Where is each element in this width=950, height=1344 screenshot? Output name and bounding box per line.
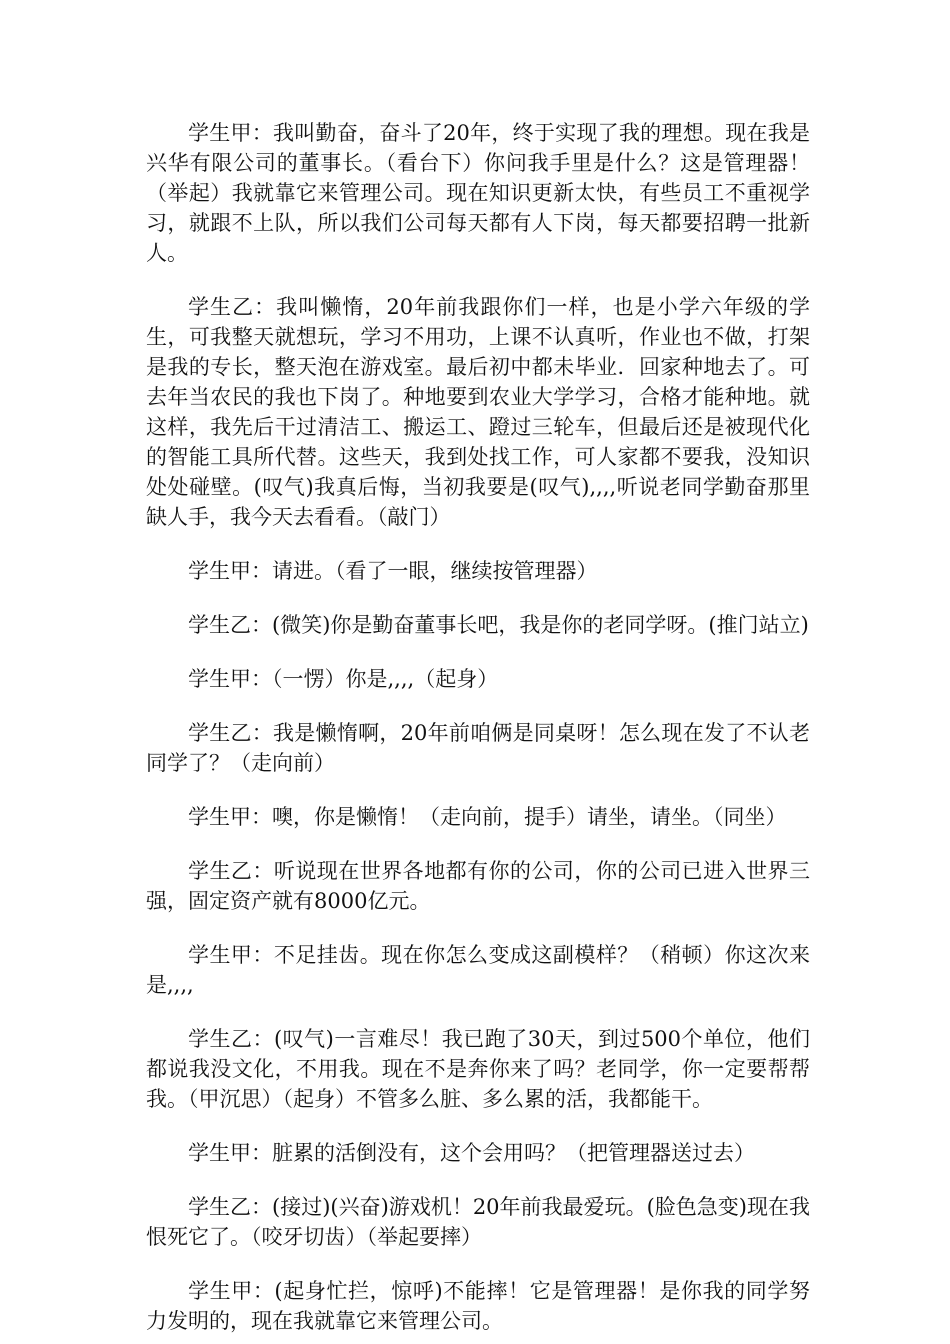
paragraph-2: 学生乙：我叫懒惰，20年前我跟你们一样，也是小学六年级的学生，可我整天就想玩，学习不用功，上课不认真听，作业也不做，打架是我的专长，整天泡在游戏室。最后初中都未毕业．回家种地去了。可去年当农民的我也下岗了。种地要到农业大学学习，合格才能种地。就这样，我先后干过清洁工、搬运工、蹬过三轮车，但最后还是被现代化的智能工具所代替。这些天，我到处找工作，可人家都不要我，没知识处处碰壁。(叹气)我真后悔，当初我要是(叹气),,,,听说老同学勤奋那里缺人手，我今天去看看。（敲门） [146, 295, 810, 529]
paragraph-11: 学生甲：脏累的活倒没有，这个会用吗？（把管理器送过去） [188, 1141, 755, 1165]
paragraph-6: 学生乙：我是懒惰啊，20年前咱俩是同桌呀！怎么现在发了不认老同学了？（走向前） [146, 721, 810, 775]
document-page [146, 118, 810, 1336]
paragraph-7: 学生甲：噢，你是懒惰！（走向前，提手）请坐，请坐。（同坐） [188, 805, 787, 829]
paragraph-10: 学生乙：(叹气)一言难尽！我已跑了30天，到过500个单位，他们都说我没文化，不用我。现在不是奔你来了吗？老同学，你一定要帮帮我。（甲沉思）（起身）不管多么脏、多么累的活，我都能干。 [146, 1027, 810, 1111]
paragraph-8: 学生乙：听说现在世界各地都有你的公司，你的公司已进入世界三强，固定资产就有8000亿元。 [146, 859, 810, 913]
paragraph-5: 学生甲：（一愣）你是,,,,（起身） [188, 667, 499, 691]
paragraph-3: 学生甲：请进。（看了一眼，继续按管理器） [188, 559, 598, 583]
paragraph-12: 学生乙：(接过)(兴奋)游戏机！20年前我最爱玩。(脸色急变)现在我恨死它了。（咬牙切齿）（举起要摔） [146, 1195, 810, 1249]
paragraph-1: 学生甲：我叫勤奋，奋斗了20年，终于实现了我的理想。现在我是兴华有限公司的董事长。（看台下）你问我手里是什么？这是管理器！（举起）我就靠它来管理公司。现在知识更新太快，有些员工不重视学习，就跟不上队，所以我们公司每天都有人下岗，每天都要招聘一批新人。 [146, 121, 810, 265]
paragraph-4: 学生乙：(微笑)你是勤奋董事长吧，我是你的老同学呀。(推门站立) [188, 613, 809, 637]
paragraph-9: 学生甲：不足挂齿。现在你怎么变成这副模样？（稍顿）你这次来是,,,, [146, 943, 810, 997]
paragraph-13: 学生甲：(起身忙拦，惊呼)不能摔！它是管理器！是你我的同学努力发明的，现在我就靠它来管理公司。 [146, 1279, 810, 1333]
